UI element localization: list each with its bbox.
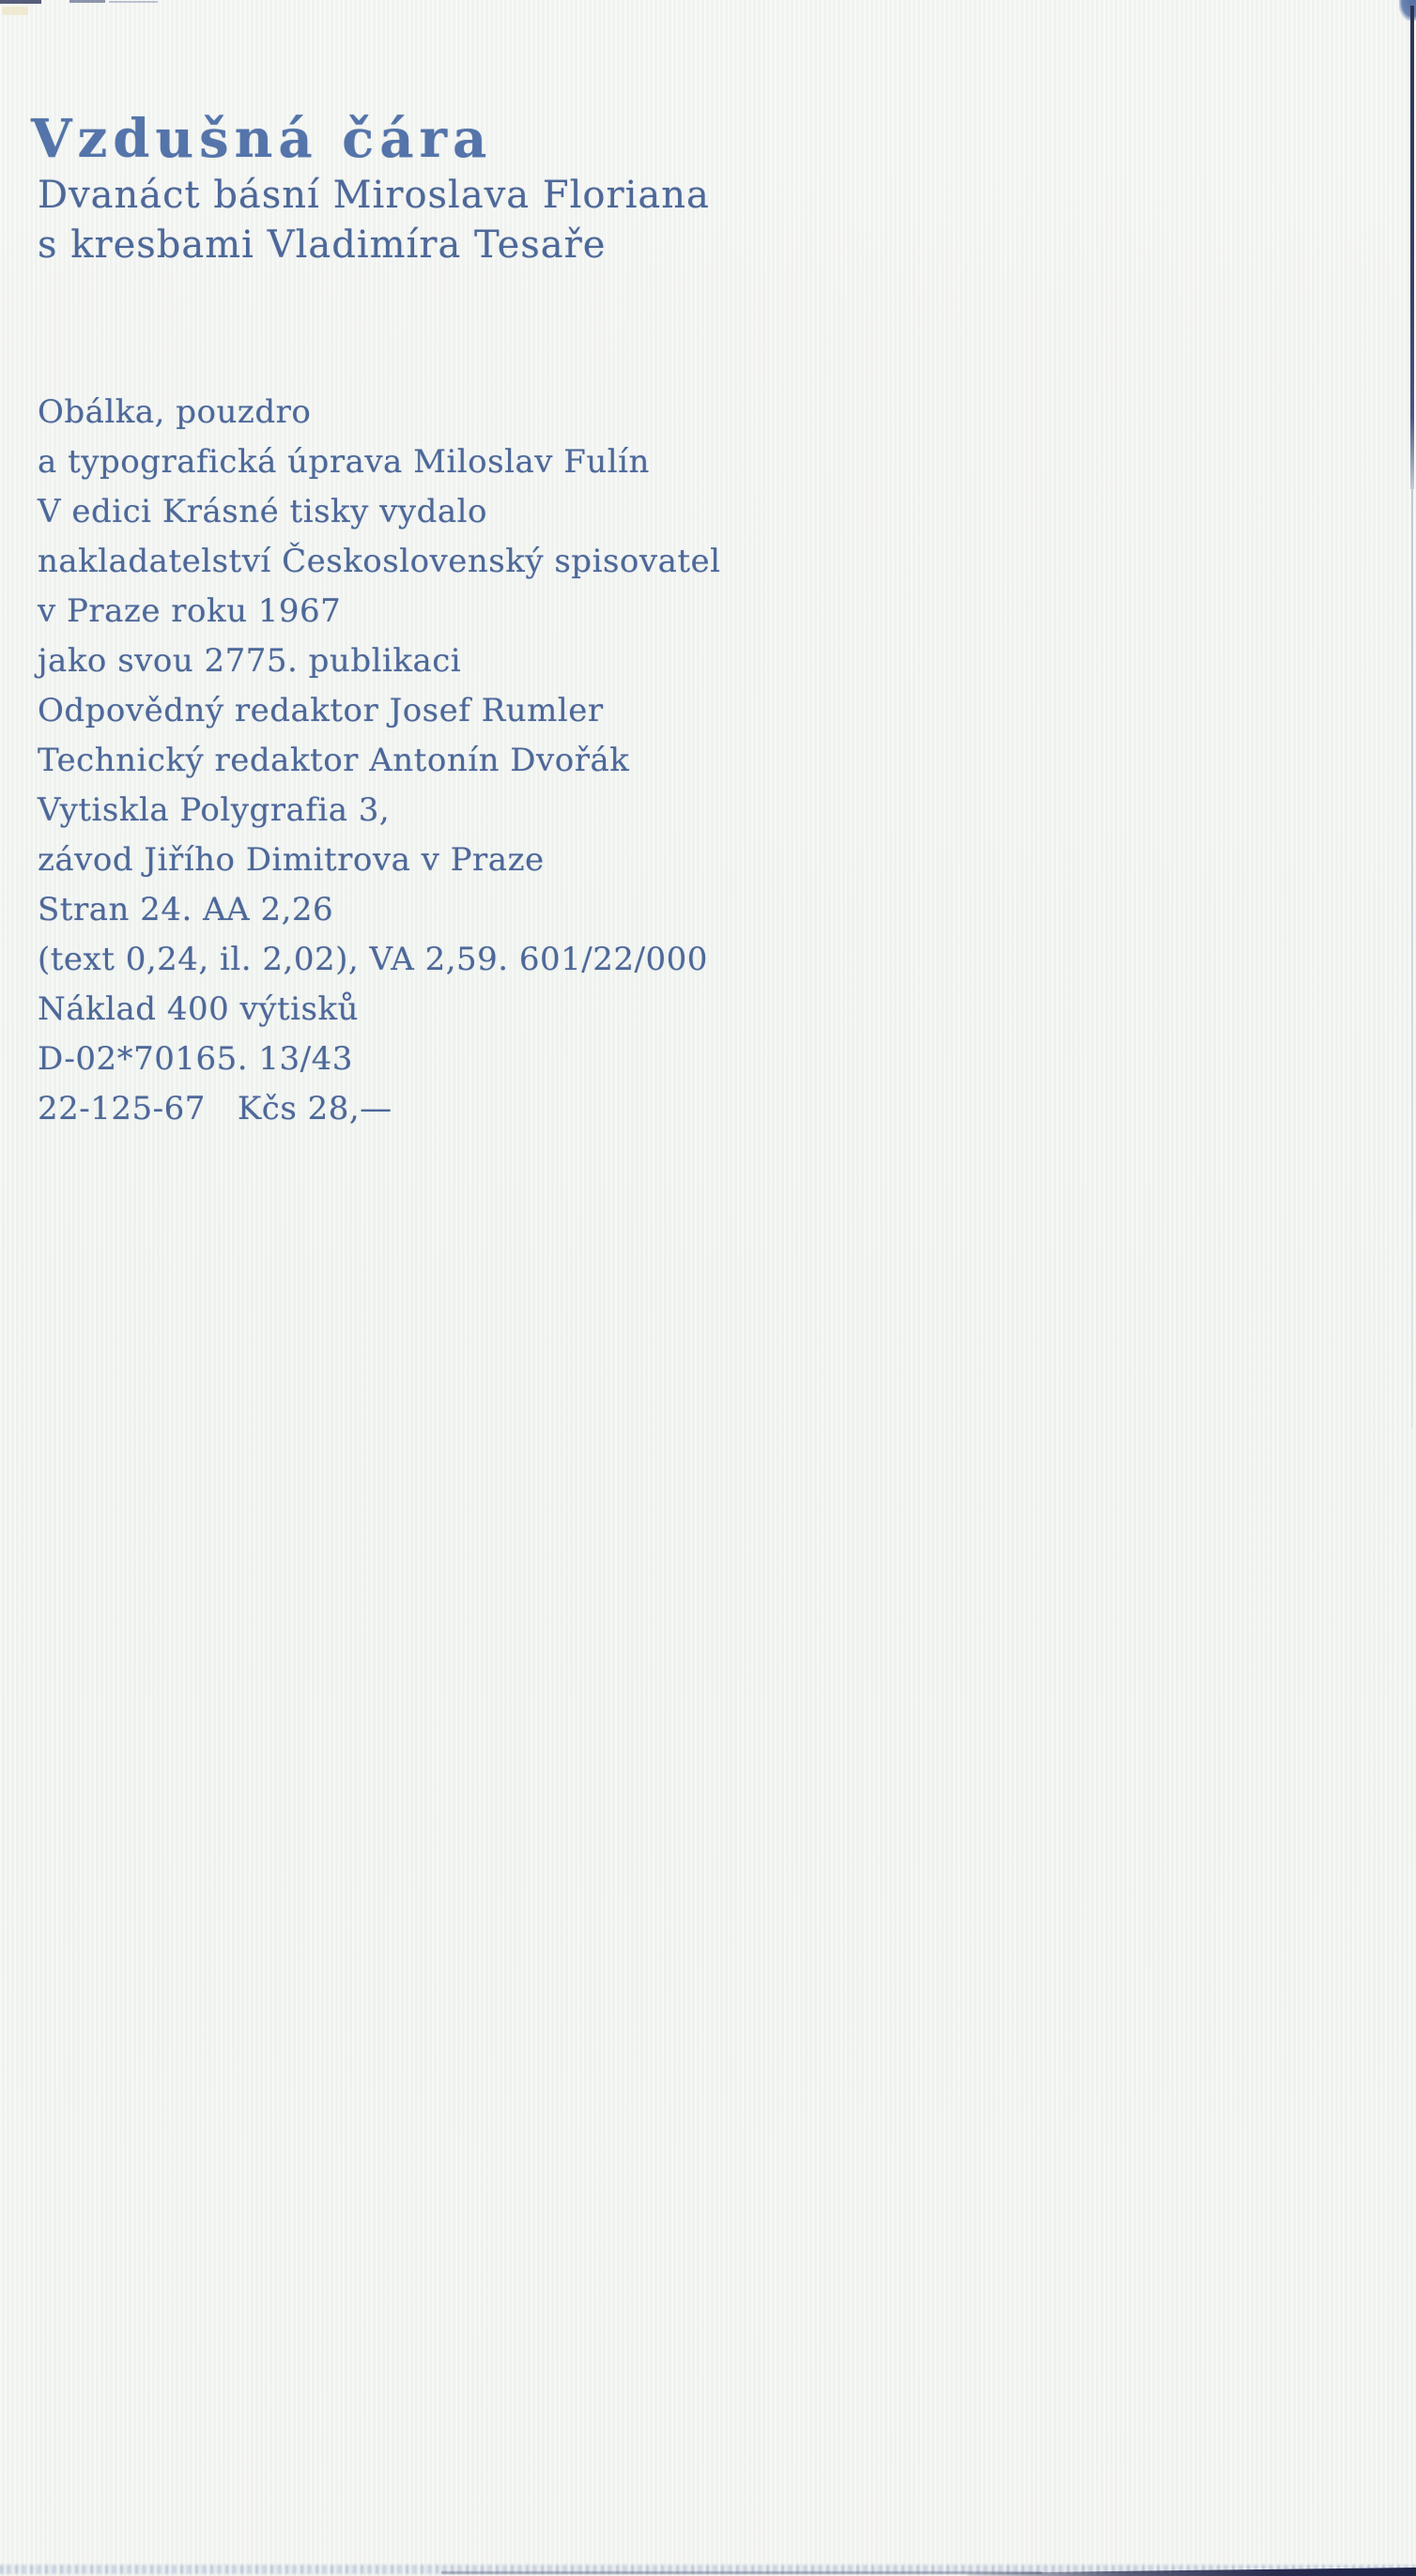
subtitle-line: s kresbami Vladimíra Tesaře — [38, 223, 607, 267]
colophon-line: Technický redaktor Antonín Dvořák — [38, 742, 630, 779]
top-edge-mark — [0, 0, 41, 4]
bottom-edge-line — [441, 2571, 1042, 2574]
colophon-line: D-02*70165. 13/43 — [38, 1040, 353, 1078]
page-edge-line-faint — [1411, 489, 1413, 1428]
colophon-line: a typografická úprava Miloslav Fulín — [38, 443, 650, 481]
catalog-number: 22-125-67 — [38, 1090, 206, 1127]
price: Kčs 28,— — [237, 1090, 392, 1127]
top-edge-mark — [109, 1, 158, 3]
colophon-line: závod Jiřího Dimitrova v Praze — [38, 841, 545, 879]
book-title: Vzdušná čára — [31, 108, 493, 170]
title-block — [31, 109, 492, 169]
subtitle-line: Dvanáct básní Miroslava Floriana — [38, 174, 710, 217]
paper-blemish — [2, 7, 28, 15]
page-edge-line — [1410, 6, 1414, 489]
colophon-line: Stran 24. AA 2,26 — [38, 891, 334, 928]
colophon-line: Odpovědný redaktor Josef Rumler — [38, 692, 604, 729]
colophon-price-line — [38, 1084, 721, 1134]
colophon-line: (text 0,24, il. 2,02), VA 2,59. 601/22/000 — [38, 941, 708, 978]
top-edge-mark — [69, 0, 105, 3]
colophon-line: Vytiskla Polygrafia 3, — [38, 791, 391, 829]
colophon-line: V edici Krásné tisky vydalo — [38, 493, 487, 530]
colophon-line: Náklad 400 výtisků — [38, 990, 359, 1028]
colophon-block — [38, 388, 721, 1134]
colophon-line: v Praze roku 1967 — [38, 592, 342, 630]
colophon-line: Obálka, pouzdro — [38, 393, 312, 431]
subtitle-block — [38, 171, 710, 270]
colophon-line: jako svou 2775. publikaci — [38, 642, 462, 680]
colophon-line: nakladatelství Československý spisovatel — [38, 543, 721, 580]
